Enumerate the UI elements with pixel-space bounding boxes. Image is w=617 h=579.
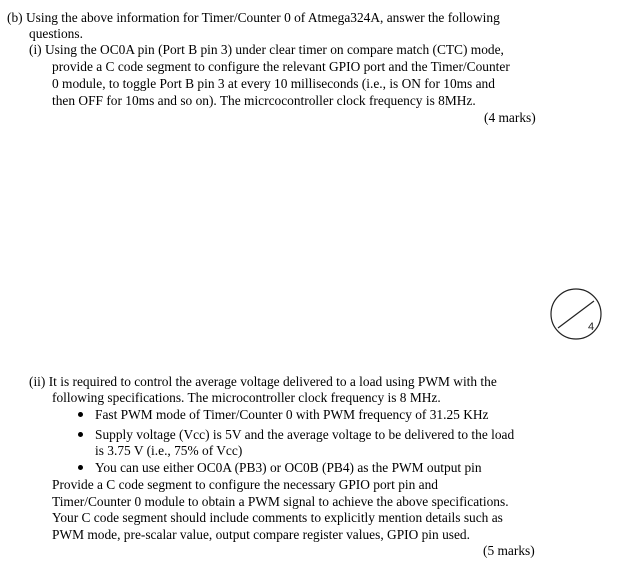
question-i-line-3: 0 module, to toggle Port B pin 3 at every 10 milliseconds (i.e., is ON for 10ms and — [52, 76, 495, 91]
bullet-2-line-2: is 3.75 V (i.e., 75% of Vcc) — [95, 443, 243, 458]
grader-mark-badge — [549, 287, 605, 343]
question-ii-marks: (5 marks) — [483, 543, 535, 558]
question-ii-line-2: following specifications. The microcontroller clock frequency is 8 MHz. — [52, 390, 441, 405]
bullet-point-icon — [78, 412, 83, 417]
question-i-marks: (4 marks) — [484, 110, 536, 125]
question-i-line-2: provide a C code segment to configure the relevant GPIO port and the Timer/Counter — [52, 59, 510, 74]
question-i-line-1: (i) Using the OC0A pin (Port B pin 3) under clear timer on compare match (CTC) mode, — [29, 42, 504, 57]
bullet-point-icon — [78, 432, 83, 437]
grader-mark-circle-icon — [549, 287, 605, 343]
bullet-2-line-1: Supply voltage (Vcc) is 5V and the average voltage to be delivered to the load — [95, 427, 515, 442]
question-ii-body-line-4: PWM mode, pre-scalar value, output compare register values, GPIO pin used. — [52, 527, 470, 542]
grader-mark-value: 4 — [588, 321, 595, 333]
question-ii-line-1: (ii) It is required to control the average voltage delivered to a load using PWM with the — [29, 374, 497, 389]
bullet-3-line-1: You can use either OC0A (PB3) or OC0B (PB4) as the PWM output pin — [95, 460, 482, 475]
bullet-point-icon — [78, 465, 83, 470]
question-ii-body-line-1: Provide a C code segment to configure the necessary GPIO port pin and — [52, 477, 438, 492]
question-i-line-4: then OFF for 10ms and so on). The micrcocontroller clock frequency is 8MHz. — [52, 93, 476, 108]
part-b-intro-line-2: questions. — [29, 26, 83, 41]
question-ii-body-line-2: Timer/Counter 0 module to obtain a PWM signal to achieve the above specifications. — [52, 494, 509, 509]
question-ii-body-line-3: Your C code segment should include comments to explicitly mention details such as — [52, 510, 503, 525]
part-b-intro-line-1: (b) Using the above information for Timer/Counter 0 of Atmega324A, answer the following — [7, 10, 500, 25]
bullet-1-line-1: Fast PWM mode of Timer/Counter 0 with PWM frequency of 31.25 KHz — [95, 407, 489, 422]
